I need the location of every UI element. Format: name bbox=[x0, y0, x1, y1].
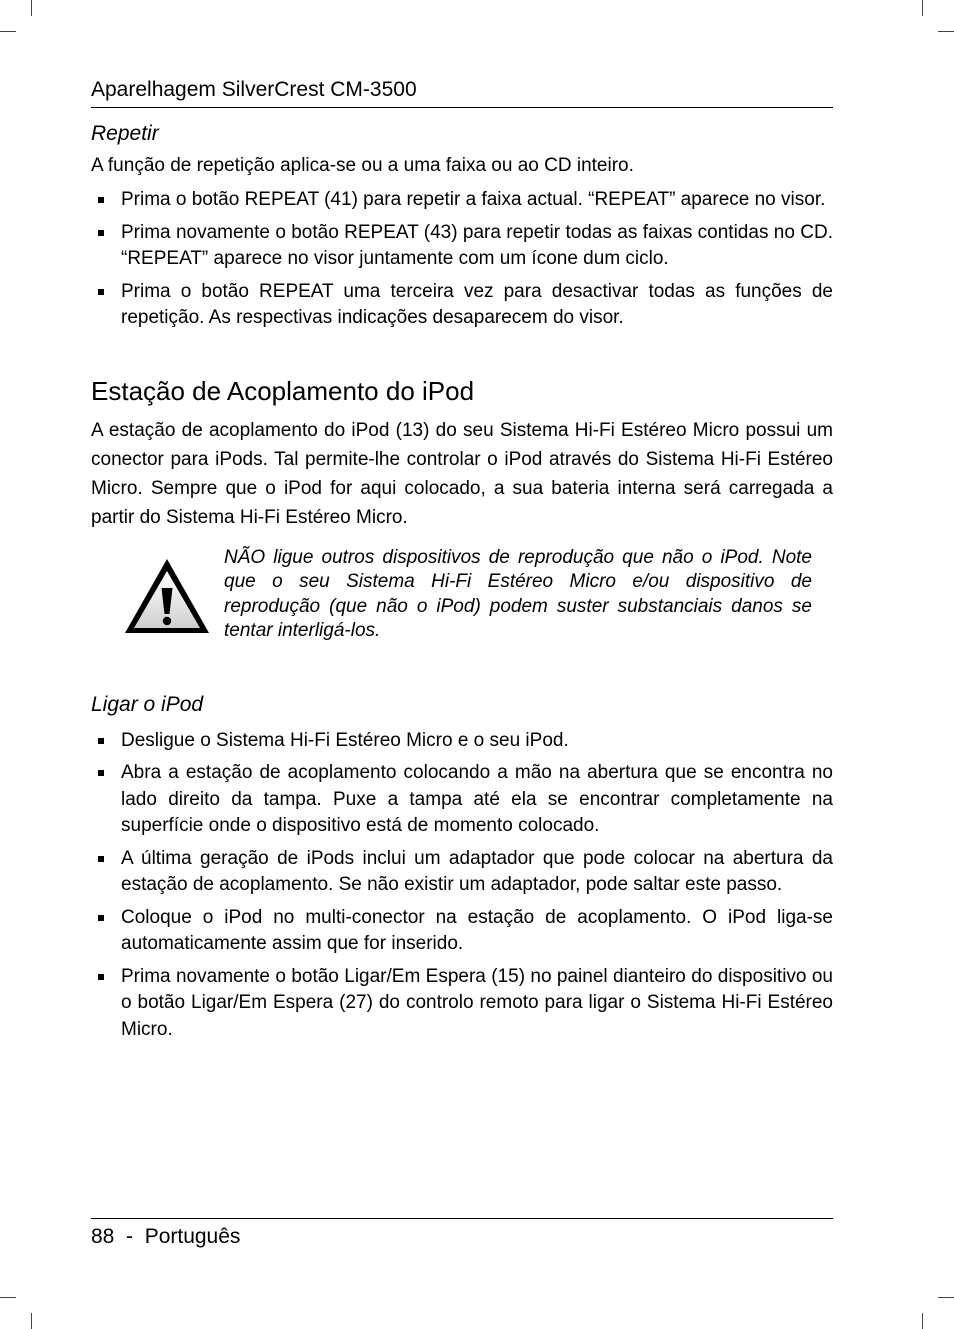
warning-box bbox=[91, 546, 833, 646]
bullet-square-icon bbox=[98, 738, 104, 744]
list-item: Prima o botão REPEAT uma terceira vez para desactivar todas as funções de repetição. As respectivas indicações desaparecem do visor. bbox=[91, 279, 833, 332]
repeat-subheading: Repetir bbox=[91, 122, 159, 145]
dock-intro: A estação de acoplamento do iPod (13) do seu Sistema Hi-Fi Estéreo Micro possui um conector para iPods. Tal permite-lhe controlar o iPod através do Sistema Hi-Fi Estéreo Micro. Sempre que o iPod for aqui colocado, a sua bateria interna será carregada a partir do Sistema Hi-Fi Estéreo Micro. bbox=[91, 419, 833, 528]
crop-mark-bottom-right bbox=[922, 1313, 923, 1329]
list-item: Prima novamente o botão REPEAT (43) para repetir todas as faixas contidas no CD. “REPEAT” aparece no visor juntamente com um ícone dum ciclo. bbox=[91, 220, 833, 273]
list-item: Prima novamente o botão Ligar/Em Espera (15) no painel dianteiro do dispositivo ou o botão Ligar/Em Espera (27) do controlo remoto para ligar o Sistema Hi-Fi Estéreo Micro. bbox=[91, 964, 833, 1044]
bullet-square-icon bbox=[98, 974, 104, 980]
running-header: Aparelhagem SilverCrest CM-3500 bbox=[91, 76, 833, 108]
list-item: Desligue o Sistema Hi-Fi Estéreo Micro e o seu iPod. bbox=[91, 728, 833, 755]
connect-bullet-list bbox=[91, 728, 833, 1044]
crop-mark-bottom-left bbox=[31, 1313, 32, 1329]
list-item: Prima o botão REPEAT (41) para repetir a faixa actual. “REPEAT” aparece no visor. bbox=[91, 187, 833, 214]
bullet-square-icon bbox=[98, 856, 104, 862]
page-content bbox=[91, 119, 833, 1049]
crop-mark-top-left-h bbox=[0, 31, 16, 32]
bullet-square-icon bbox=[98, 230, 104, 236]
warning-text: NÃO ligue outros dispositivos de reprodução que não o iPod. Note que o seu Sistema Hi-Fi Estéreo Micro e/ou dispositivo de reprodução (que não o iPod) podem suster substanciais danos se tentar interligá-los. bbox=[224, 546, 812, 641]
list-item: A última geração de iPods inclui um adaptador que pode colocar na abertura da estação de acoplamento. Se não existir um adaptador, pode saltar este passo. bbox=[91, 846, 833, 899]
repeat-bullet-list bbox=[91, 187, 833, 332]
list-item: Abra a estação de acoplamento colocando a mão na abertura que se encontra no lado direito da tampa. Puxe a tampa até ela se encontrar completamente na superfície onde o dispositivo está de momento colocado. bbox=[91, 760, 833, 840]
bullet-square-icon bbox=[98, 915, 104, 921]
crop-mark-top-left bbox=[31, 0, 32, 16]
bullet-square-icon bbox=[98, 770, 104, 776]
crop-mark-bottom-right-h bbox=[938, 1297, 954, 1298]
warning-triangle-icon bbox=[122, 556, 212, 636]
crop-mark-top-right-h bbox=[938, 31, 954, 32]
repeat-intro: A função de repetição aplica-se ou a uma faixa ou ao CD inteiro. bbox=[91, 155, 634, 176]
crop-mark-top-right bbox=[922, 0, 923, 16]
page-footer: 88 - Português bbox=[91, 1218, 833, 1251]
bullet-square-icon bbox=[98, 197, 104, 203]
crop-mark-bottom-left-h bbox=[0, 1297, 16, 1298]
bullet-square-icon bbox=[98, 289, 104, 295]
list-item: Coloque o iPod no multi-conector na estação de acoplamento. O iPod liga-se automaticamente assim que for inserido. bbox=[91, 905, 833, 958]
dock-section-title: Estação de Acoplamento do iPod bbox=[91, 375, 475, 406]
connect-subheading: Ligar o iPod bbox=[91, 692, 204, 716]
